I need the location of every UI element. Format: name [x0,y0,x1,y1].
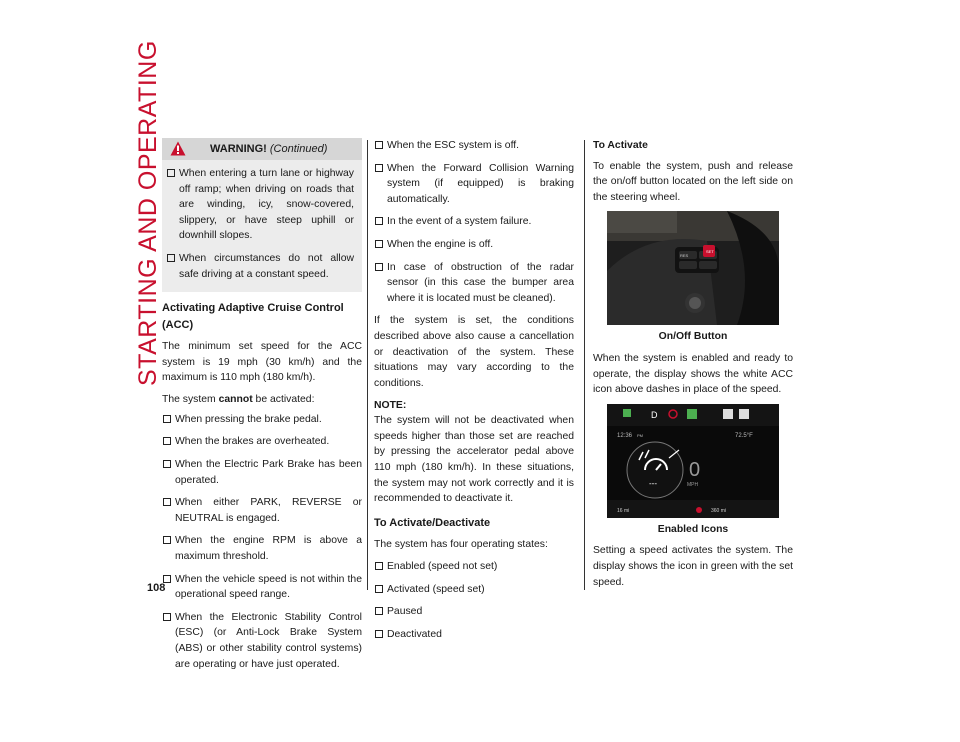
warning-header [162,138,362,160]
checkbox-icon [163,498,171,506]
checkbox-icon [375,585,383,593]
column-2 [374,138,574,649]
clock-readout: 12:36 [617,432,633,439]
steering-wheel-figure [607,211,779,325]
list-item: When the engine is off. [374,237,574,253]
to-activate-heading: To Activate [593,140,648,151]
speed-readout: 0 [689,458,701,481]
checkbox-icon [163,575,171,583]
res-button-label: RES [680,253,689,259]
checkbox-icon [375,164,383,172]
list-item: When circumstances do not allow safe driving at a constant speed. [166,251,354,282]
list-item: When the Electronic Stability Control (ESC) (or Anti-Lock Brake System (ABS) or other stability control systems) are operating or have just operated. [162,610,362,672]
gear-indicator: D [651,409,658,420]
speed-unit: MPH [687,481,699,488]
warning-title: WARNING! (Continued) [210,143,328,155]
note-label: NOTE: [374,399,407,411]
checkbox-icon [163,613,171,621]
activating-intro: The minimum set speed for the ACC system is 19 mph (30 km/h) and the maximum is 110 mph (180 km/h). [162,341,362,384]
steering-wheel-photo [607,211,779,325]
cluster-display-figure [607,404,779,518]
conditions-list [162,412,362,673]
range-readout: 360 mi [711,507,727,514]
conditions-list-continued [374,138,574,306]
states-list [374,559,574,642]
checkbox-icon [375,263,383,271]
column-1 [162,138,362,679]
set-button-label: SET [706,249,714,255]
temperature-readout: 72.5°F [735,432,753,439]
figure-caption-enabled: Enabled Icons [657,523,729,535]
list-item: When entering a turn lane or highway off ramp; when driving on roads that are winding, icy, snow-covered, slippery, or have steep uphill or downhill slopes. [166,166,354,244]
column-3 [593,138,793,596]
warning-triangle-icon [170,141,186,164]
page-number: 108 [147,582,166,594]
list-item: When the Electric Park Brake has been operated. [162,457,362,488]
checkbox-icon [375,562,383,570]
clock-ampm: PM [637,432,643,438]
cancel-text: If the system is set, the conditions described above also cause a cancellation or deactivation of the system. These situations may vary according to the conditions. [374,315,574,389]
list-item: In the event of a system failure. [374,214,574,230]
checkbox-icon [375,630,383,638]
after-fig2-text: Setting a speed activates the system. The display shows the icon in green with the set speed. [593,545,793,588]
checkbox-icon [163,460,171,468]
to-activate-text: To enable the system, push and release the on/off button located on the left side on the steering wheel. [593,160,793,203]
checkbox-icon [375,607,383,615]
list-item: When the vehicle speed is not within the operational speed range. [162,572,362,603]
activating-heading: Activating Adaptive Cruise Control (ACC) [162,302,344,331]
column-divider [584,140,585,590]
speed-limit-icon [723,409,733,419]
fuel-icon [696,507,702,513]
after-fig1-text: When the system is enabled and ready to operate, the display shows the white ACC icon above dashes in place of the speed. [593,353,793,396]
list-item: In case of obstruction of the radar sensor (in this case the bumper area where it is located must be cleaned). [374,260,574,307]
figure-caption-on-off: On/Off Button [658,331,728,343]
checkbox-icon [163,415,171,423]
trip-readout: 16 mi [617,507,630,514]
list-item: When either PARK, REVERSE or NEUTRAL is engaged. [162,495,362,526]
section-title: STARTING AND OPERATING [134,40,162,386]
speed-limit-icon [739,409,749,419]
warning-list [166,166,354,282]
column-divider [367,140,368,590]
list-item: When pressing the brake pedal. [162,412,362,428]
list-item: Enabled (speed not set) [374,559,574,575]
list-item: When the engine RPM is above a maximum threshold. [162,533,362,564]
speed-dashes: --- [649,478,657,488]
checkbox-icon [167,169,175,177]
list-item: Activated (speed set) [374,582,574,598]
lane-icon [687,409,697,419]
list-item: Deactivated [374,627,574,643]
warning-box [162,138,362,292]
checkbox-icon [163,437,171,445]
checkbox-icon [375,141,383,149]
cluster-display-photo [607,404,779,518]
list-item: When the Forward Collision Warning system (if equipped) is braking automatically. [374,161,574,208]
list-item: When the ESC system is off. [374,138,574,154]
acc-zoom-circle [627,442,683,498]
checkbox-icon [167,254,175,262]
checkbox-icon [375,217,383,225]
states-intro: The system has four operating states: [374,539,548,551]
list-item: Paused [374,604,574,620]
headlight-icon [623,409,631,417]
checkbox-icon [375,240,383,248]
checkbox-icon [163,536,171,544]
activate-deactivate-heading: To Activate/Deactivate [374,516,491,529]
note-text: The system will not be deactivated when speeds higher than those set are reached by pressing the accelerator pedal above 110 mph (180 km/h). In these situations, the system may not work correctly and it is recommended to deactivate it. [374,415,574,505]
list-item: When the brakes are overheated. [162,434,362,450]
cannot-activate-line: The system cannot be activated: [162,394,315,406]
